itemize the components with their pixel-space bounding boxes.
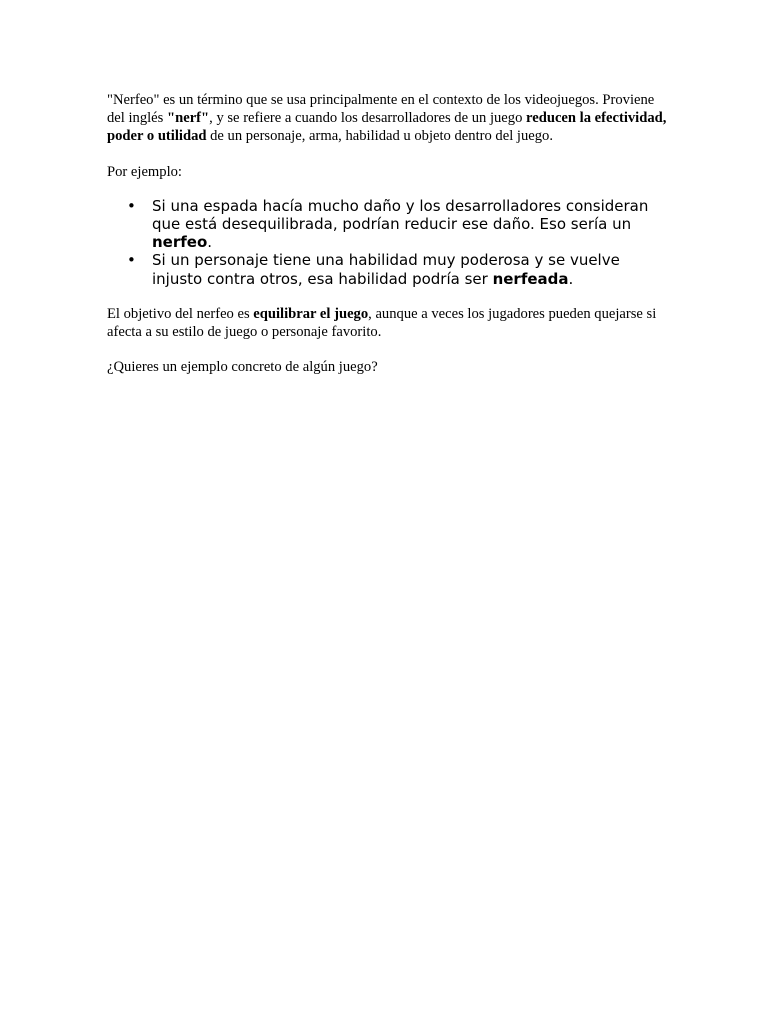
intro-text-1: "Nerfeo" es un término que se usa principalmente en el contexto de los videojuegos. Proviene del inglés (107, 92, 655, 127)
intro-paragraph (107, 91, 667, 146)
objective-bold: equilibrar el juego (253, 305, 369, 322)
bullet-text: Si un personaje tiene una habilidad muy poderosa y se vuelve injusto contra otros, esa habilidad podría ser (152, 251, 620, 288)
intro-text-3: de un personaje, arma, habilidad u objeto dentro del juego. (206, 128, 553, 145)
list-item (107, 197, 667, 252)
intro-text-2: , y se refiere a cuando los desarrolladores de un juego (209, 110, 527, 127)
intro-bold-nerf: "nerf" (167, 110, 210, 127)
document-page (107, 91, 667, 376)
example-bullet-list (107, 197, 667, 288)
bullet-icon: • (127, 251, 136, 270)
question-paragraph: ¿Quieres un ejemplo concreto de algún juego? (107, 359, 378, 376)
bullet-bold: nerfeo (152, 233, 208, 252)
objective-text-1: El objetivo del nerfeo es (107, 305, 254, 322)
objective-text-2: , aunque a veces los jugadores pueden quejarse si afecta a su estilo de juego o personaje favorito. (107, 305, 657, 341)
bullet-text: Si una espada hacía mucho daño y los desarrolladores consideran que está desequilibrada, podrían reducir ese daño. Eso sería un (152, 196, 649, 234)
list-item (107, 251, 667, 287)
bullet-icon: • (127, 196, 136, 215)
bullet-end: . (207, 233, 213, 252)
objective-paragraph (107, 305, 667, 341)
bullet-end: . (568, 269, 574, 288)
example-lead-paragraph: Por ejemplo: (107, 163, 182, 180)
bullet-bold: nerfeada (492, 269, 569, 288)
intro-bold-reduce: reducen la efectividad, poder o utilidad (107, 110, 667, 145)
